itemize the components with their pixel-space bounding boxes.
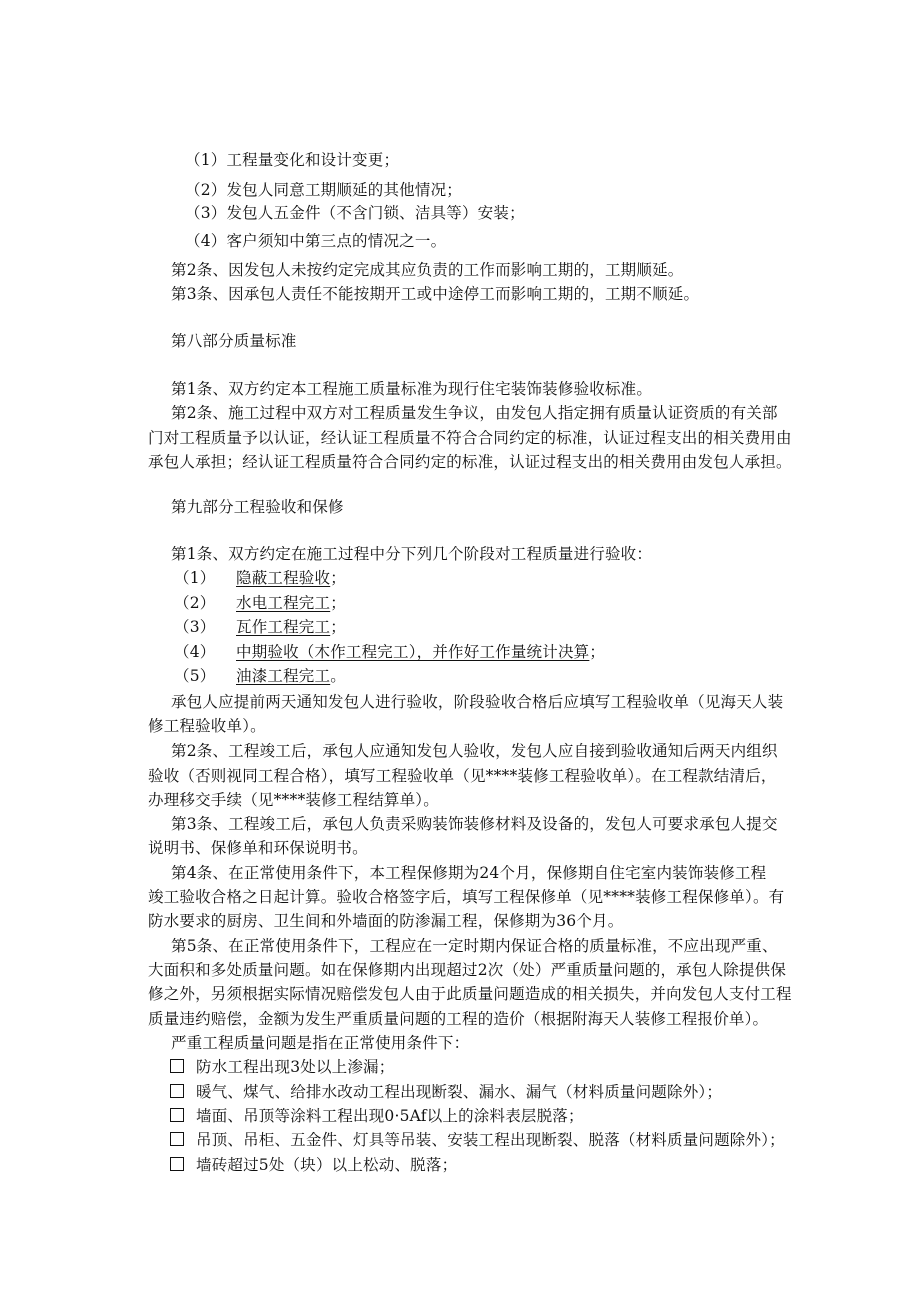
paragraph-line: 修工程验收单）。 [148,717,266,735]
checklist-item [170,1106,584,1126]
stage-punct: 。 [330,667,346,685]
stage-text: 中期验收（木作工程完工），并作好工作量统计决算 [236,643,590,661]
checkbox-icon [170,1108,184,1122]
stage-text: 隐蔽工程验收 [236,569,331,587]
stage-number: （2） [174,594,216,612]
paragraph-line: 防水要求的厨房、卫生间和外墙面的防渗漏工程，保修期为36个月。 [148,912,624,930]
checklist-text: 墙砖超过5处（块）以上松动、脱落； [196,1156,458,1174]
stage-item [174,617,346,637]
stage-item [174,568,346,588]
paragraph-line: 承包人承担；经认证工程质量符合合同约定的标准，认证过程支出的相关费用由发包人承担。 [148,453,792,471]
checklist-text: 吊顶、吊柜、五金件、灯具等吊装、安装工程出现断裂、脱落（材料质量问题除外）； [196,1131,785,1149]
paragraph-line: 质量违约赔偿，金额为发生严重质量问题的工程的造价（根据附海天人装修工程报价单）。 [148,1010,769,1028]
list-item: （1）工程量变化和设计变更； [185,151,400,169]
list-item: （4）客户须知中第三点的情况之一。 [185,232,447,250]
checkbox-icon [170,1059,184,1073]
paragraph-line: 第2条、施工过程中双方对工程质量发生争议，由发包人指定拥有质量认证资质的有关部 [171,404,778,422]
stage-number: （3） [174,618,216,636]
paragraph-line: 门对工程质量予以认证，经认证工程质量不符合合同约定的标准，认证过程支出的相关费用由 [148,429,792,447]
stage-item [174,593,346,613]
paragraph-line: 第5条、在正常使用条件下，工程应在一定时期内保证合格的质量标准，不应出现严重、 [171,937,778,955]
checklist-item [170,1057,394,1077]
section-heading: 第八部分质量标准 [171,332,297,350]
stage-punct: ； [330,569,346,587]
paragraph-line: 第3条、因承包人责任不能按期开工或中途停工而影响工期的，工期不顺延。 [171,285,700,303]
paragraph-line: 严重工程质量问题是指在正常使用条件下： [171,1034,470,1052]
list-item: （3）发包人五金件（不含门锁、洁具等）安装； [185,204,525,222]
stage-text: 油漆工程完工 [236,667,331,685]
paragraph-line: 第4条、在正常使用条件下，本工程保修期为24个月，保修期自住宅室内装饰装修工程 [171,864,767,882]
stage-punct: ； [330,618,346,636]
paragraph-line: 说明书、保修单和环保说明书。 [148,839,368,857]
checklist-text: 墙面、吊顶等涂料工程出现0·5Af以上的涂料表层脱落； [196,1107,584,1125]
stage-text: 瓦作工程完工 [236,618,331,636]
checkbox-icon [170,1084,184,1098]
stage-number: （1） [174,569,216,587]
paragraph-line: 承包人应提前两天通知发包人进行验收，阶段验收合格后应填写工程验收单（见海天人装 [171,693,784,711]
checkbox-icon [170,1157,184,1171]
checkbox-icon [170,1132,184,1146]
checklist-text: 暖气、煤气、给排水改动工程出现断裂、漏水、漏气（材料质量问题除外）； [196,1083,723,1101]
paragraph-line: 第3条、工程竣工后，承包人负责采购装饰装修材料及设备的，发包人可要求承包人提交 [171,815,778,833]
checklist-item [170,1082,722,1102]
checklist-item [170,1155,457,1175]
stage-item [174,666,346,686]
paragraph-line: 修之外，另须根据实际情况赔偿发包人由于此质量问题造成的相关损失，并向发包人支付工程 [148,985,792,1003]
stage-punct: ； [589,643,606,661]
section-heading: 第九部分工程验收和保修 [171,498,344,516]
stage-text: 水电工程完工 [236,594,331,612]
list-item: （2）发包人同意工期顺延的其他情况； [185,181,462,199]
paragraph-line: 验收（否则视同工程合格），填写工程验收单（见****装修工程验收单）。在工程款结清后， [148,767,777,785]
paragraph-line: 第1条、双方约定在施工过程中分下列几个阶段对工程质量进行验收： [171,545,653,563]
stage-item [174,642,605,662]
paragraph-line: 第1条、双方约定本工程施工质量标准为现行住宅装饰装修验收标准。 [171,380,653,398]
checklist-text: 防水工程出现3处以上渗漏； [196,1058,395,1076]
checklist-item [170,1130,785,1150]
paragraph-line: 办理移交手续（见****装修工程结算单）。 [148,791,439,809]
paragraph-line: 大面积和多处质量问题。如在保修期内出现超过2次（处）严重质量问题的，承包人除提供保 [148,961,787,979]
stage-number: （4） [174,643,216,661]
stage-number: （5） [174,667,216,685]
paragraph-line: 竣工验收合格之日起计算。验收合格签字后，填写工程保修单（见****装修工程保修单）。有 [148,888,785,906]
stage-punct: ； [330,594,346,612]
paragraph-line: 第2条、工程竣工后，承包人应通知发包人验收，发包人应自接到验收通知后两天内组织 [171,742,778,760]
paragraph-line: 第2条、因发包人未按约定完成其应负责的工作而影响工期的，工期顺延。 [171,261,684,279]
